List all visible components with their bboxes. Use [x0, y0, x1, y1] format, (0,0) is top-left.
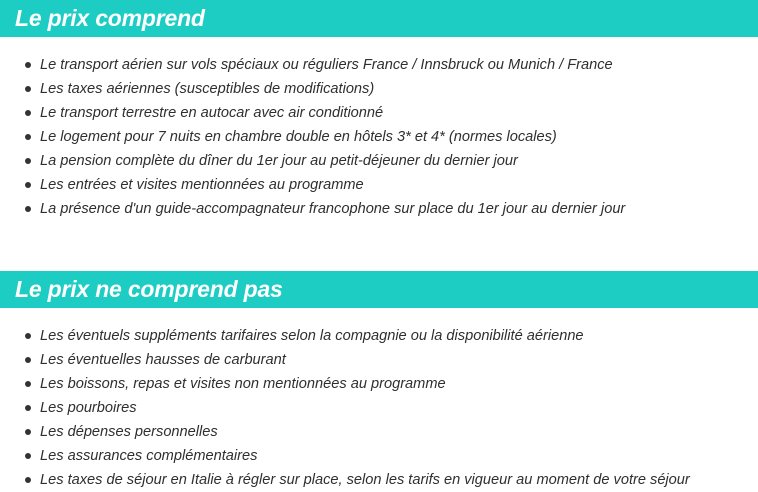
list-item [0, 348, 758, 372]
list-item [0, 468, 758, 492]
bullet-icon [25, 477, 31, 483]
bullet-icon [25, 62, 31, 68]
list-item [0, 197, 758, 221]
bullet-icon [25, 333, 31, 339]
list-item-text: Les éventuels suppléments tarifaires selon la compagnie ou la disponibilité aérienne [40, 328, 584, 344]
bullet-icon [25, 110, 31, 116]
list-item-text: Les assurances complémentaires [40, 448, 258, 464]
bullet-icon [25, 405, 31, 411]
list-item [0, 53, 758, 77]
excluded-list [0, 324, 758, 492]
list-item [0, 77, 758, 101]
bullet-icon [25, 453, 31, 459]
bullet-icon [25, 158, 31, 164]
bullet-icon [25, 429, 31, 435]
list-item-text: La pension complète du dîner du 1er jour au petit-déjeuner du dernier jour [40, 153, 518, 169]
bullet-icon [25, 357, 31, 363]
list-item-text: Les taxes aériennes (susceptibles de modifications) [40, 81, 375, 97]
bullet-icon [25, 206, 31, 212]
bullet-icon [25, 86, 31, 92]
list-item [0, 149, 758, 173]
list-item-text: Les éventuelles hausses de carburant [40, 352, 286, 368]
list-item [0, 444, 758, 468]
list-item-text: Les entrées et visites mentionnées au programme [40, 177, 364, 193]
list-item-text: Les dépenses personnelles [40, 424, 218, 440]
list-item [0, 420, 758, 444]
list-item [0, 396, 758, 420]
list-item-text: Les boissons, repas et visites non mentionnées au programme [40, 376, 446, 392]
included-list [0, 53, 758, 221]
list-item [0, 125, 758, 149]
bullet-icon [25, 182, 31, 188]
list-item [0, 101, 758, 125]
list-item-text: Le transport terrestre en autocar avec air conditionné [40, 105, 384, 121]
list-item-text: Le transport aérien sur vols spéciaux ou réguliers France / Innsbruck ou Munich / France [40, 57, 613, 73]
list-item-text: Le logement pour 7 nuits en chambre double en hôtels 3* et 4* (normes locales) [40, 129, 557, 145]
included-section-title: Le prix comprend [0, 0, 758, 37]
list-item [0, 372, 758, 396]
list-item [0, 173, 758, 197]
list-item-text: Les taxes de séjour en Italie à régler sur place, selon les tarifs en vigueur au moment de votre séjour [40, 472, 690, 488]
list-item [0, 324, 758, 348]
bullet-icon [25, 134, 31, 140]
list-item-text: La présence d'un guide-accompagnateur francophone sur place du 1er jour au dernier jour [40, 201, 626, 217]
excluded-section-title: Le prix ne comprend pas [0, 271, 758, 308]
list-item-text: Les pourboires [40, 400, 137, 416]
bullet-icon [25, 381, 31, 387]
